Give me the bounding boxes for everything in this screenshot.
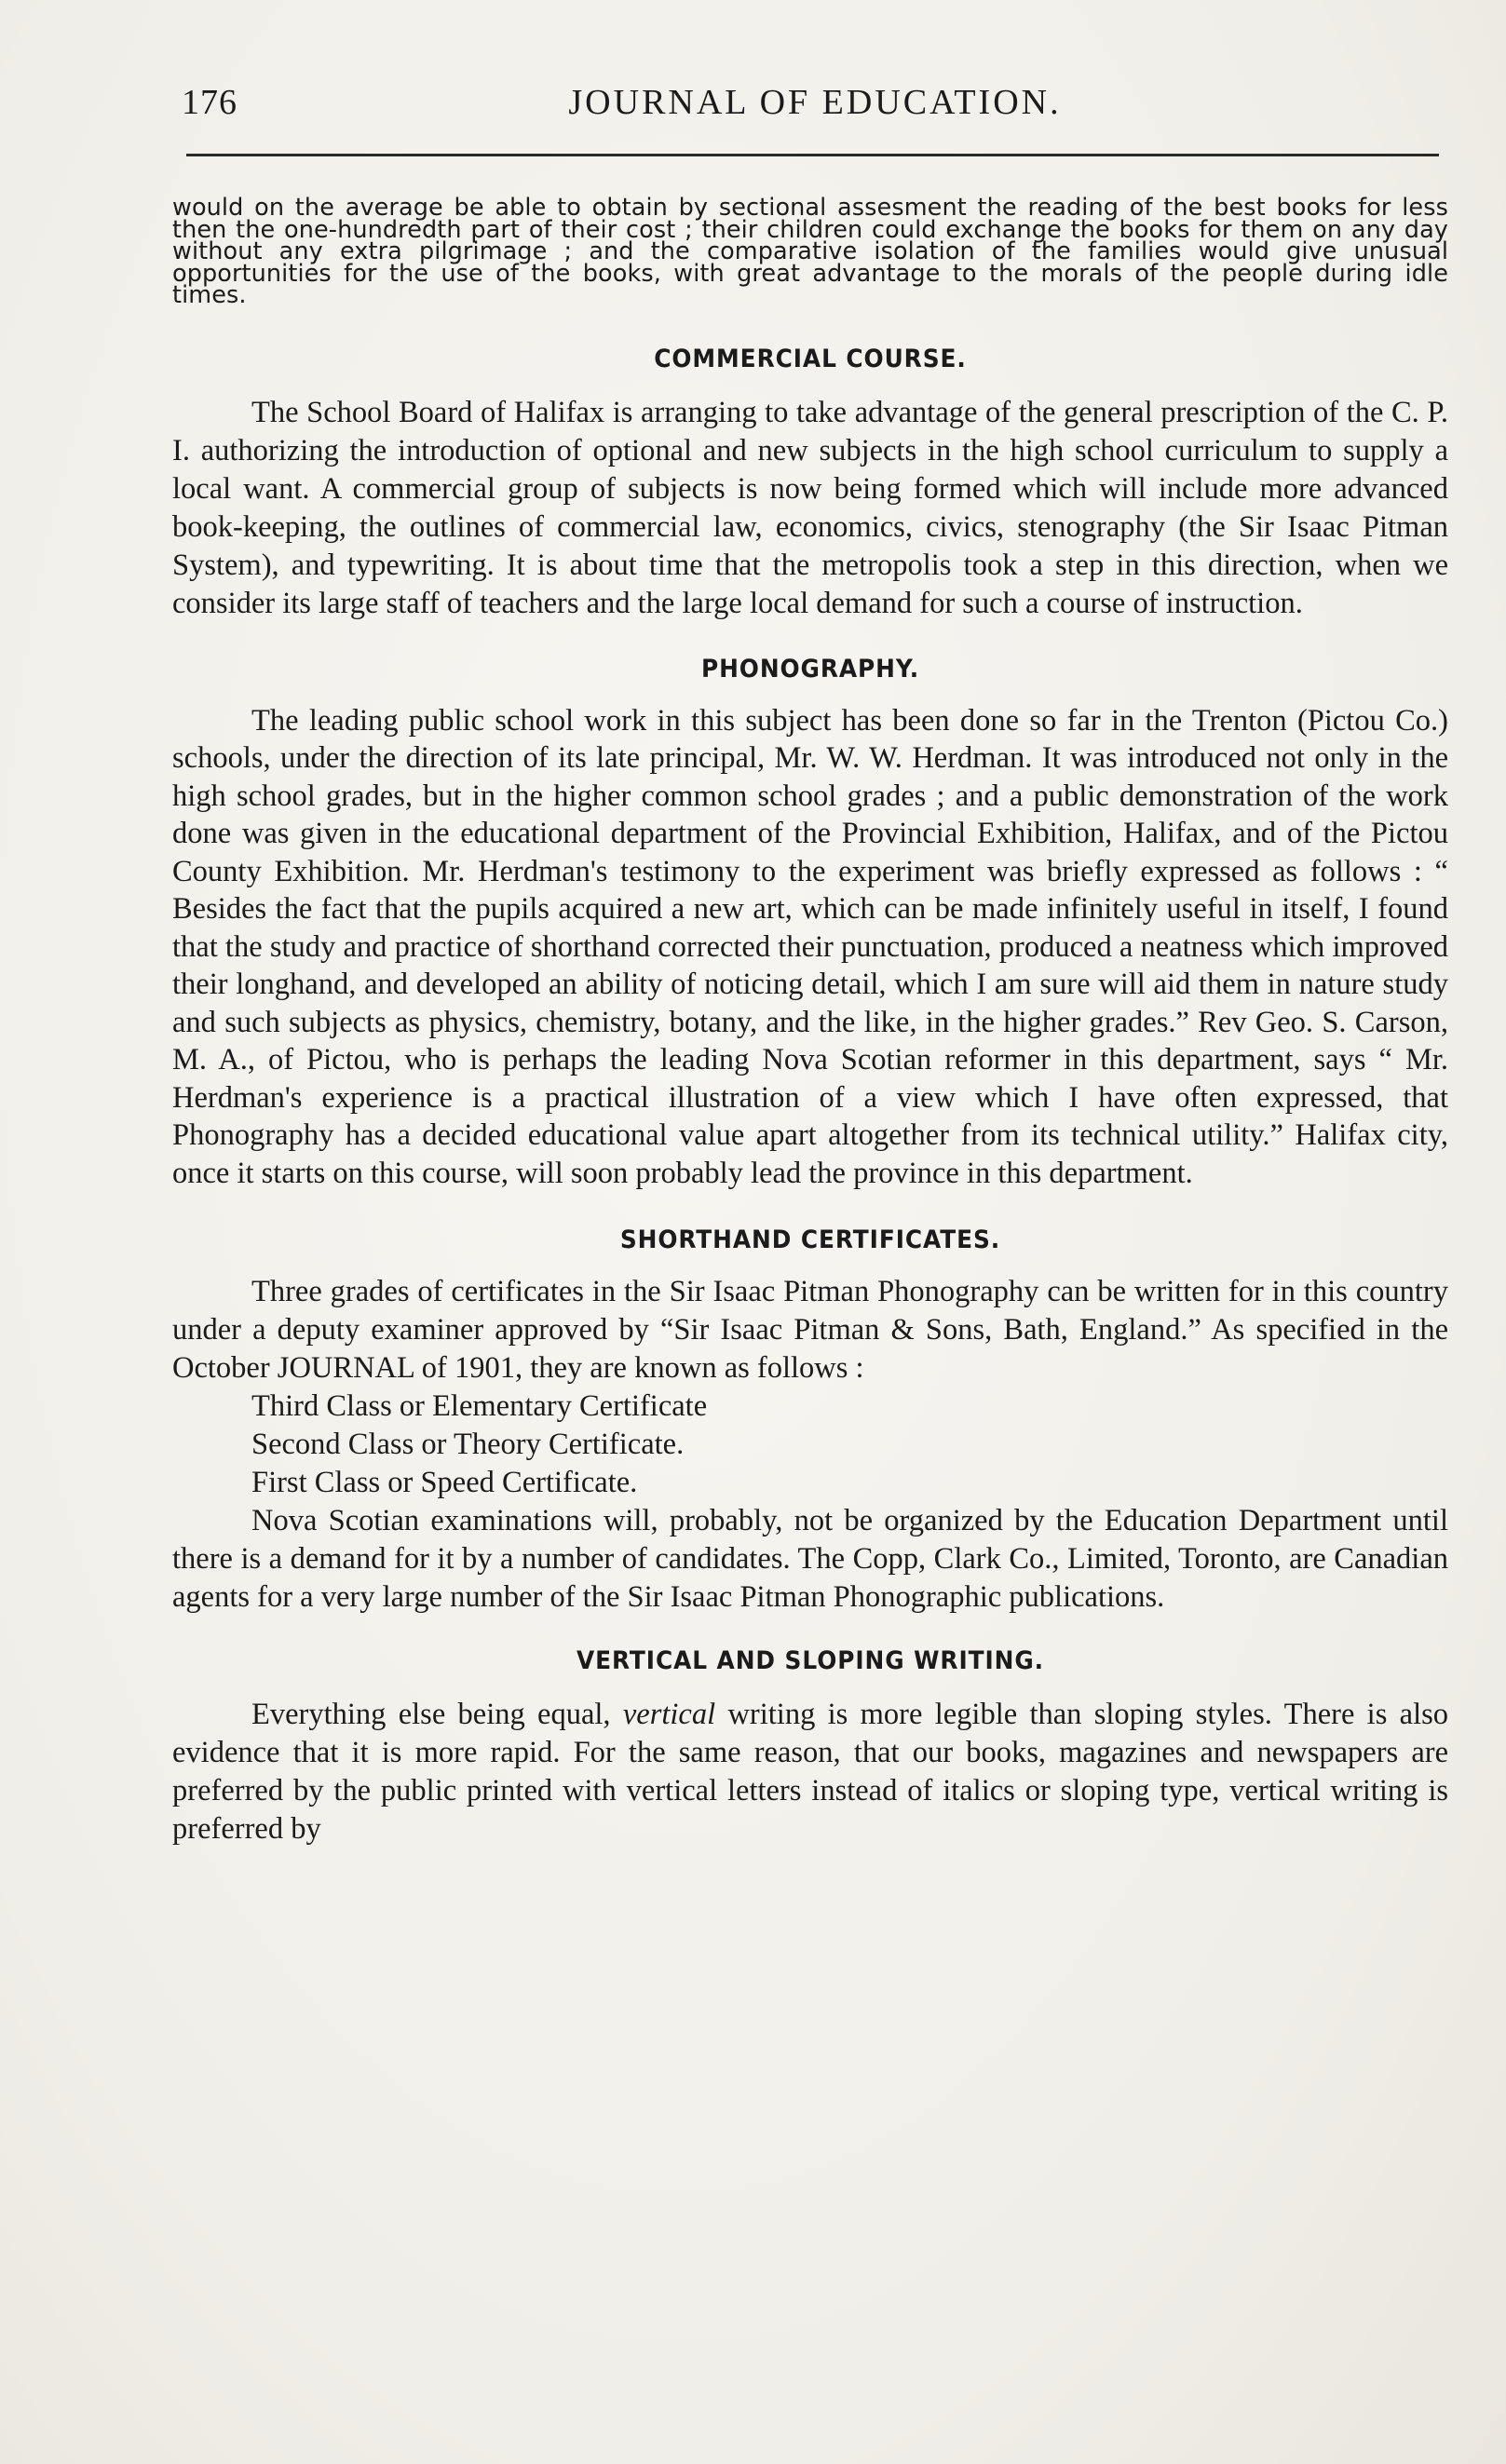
- page-number: 176: [182, 83, 237, 122]
- article-content: [172, 194, 1449, 1848]
- vertical-writing-paragraph: [172, 1696, 1448, 1848]
- section-heading-vertical-sloping-writing: VERTICAL AND SLOPING WRITING.: [576, 1646, 1045, 1675]
- paragraph-start: Everything else being equal,: [251, 1698, 611, 1731]
- section-heading-phonography: PHONOGRAPHY.: [700, 654, 920, 684]
- section-heading-shorthand-certificates: SHORTHAND CERTIFICATES.: [619, 1225, 1001, 1254]
- italic-word: vertical: [622, 1698, 716, 1731]
- shorthand-certificates-paragraph: Three grades of certificates in the Sir Isaac Pitman Phonography can be written for in this country under a deputy examiner approved by “Sir Isaac Pitman & Sons, Bath, England.” As specified in the October JOURNAL of 1901, they are known as follows :: [172, 1275, 1448, 1385]
- header-rule: [186, 154, 1439, 156]
- paragraph-rest: writing is more legible than sloping styles. There is also evidence that it is more rapid. For the same reason, that our books, magazines and newspapers are preferred by the public printed with vertical letters instead of italics or sloping type, vertical writing is preferred by: [172, 1698, 1449, 1846]
- section-heading-commercial-course: COMMERCIAL COURSE.: [654, 344, 967, 373]
- certificate-grades-list: [172, 1388, 1448, 1502]
- running-title: JOURNAL OF EDUCATION.: [568, 83, 1062, 122]
- certificate-grade-item: Third Class or Elementary Certificate: [251, 1389, 708, 1423]
- phonography-paragraph: The leading public school work in this subject has been done so far in the Trenton (Pictou Co.) schools, under the direction of its late principal, Mr. W. W. Herdman. It was introduced not only in the high school grades, but in the higher common school grades ; and a public demonstration of the work done was given in the educational department of the Provincial Exhibition, Halifax, and of the Pictou County Exhibition. Mr. Herdman's testimony to the experiment was briefly expressed as follows : “ Besides the fact that the pupils acquired a new art, which can be made infinitely useful in itself, I found that the study and practice of shorthand corrected their punctuation, produced a neatness which improved their longhand, and developed an ability of noticing detail, which I am sure will aid them in nature study and such subjects as physics, chemistry, botany, and the like, in the higher grades.” Rev Geo. S. Carson, M. A., of Pictou, who is perhaps the leading Nova Scotian reformer in this department, says “ Mr. Herdman's experience is a practical illustration of a view which I have often expressed, that Phonography has a decided educational value apart altogether from its technical utility.” Halifax city, once it starts on this course, will soon probably lead the province in this department.: [172, 703, 1448, 1190]
- shorthand-certificates-closing: Nova Scotian examinations will, probably, not be organized by the Education Department until there is a demand for it by a number of candidates. The Copp, Clark Co., Limited, Toronto, are Canadian agents for a very large number of the Sir Isaac Pitman Phonographic publications.: [172, 1504, 1448, 1614]
- page-header: [177, 82, 1453, 138]
- commercial-course-paragraph: The School Board of Halifax is arranging to take advantage of the general prescription of the C. P. I. authorizing the introduction of optional and new subjects in the high school curriculum to supply a local want. A commercial group of subjects is now being formed which will include more advanced book-keeping, the outlines of commercial law, economics, civics, stenography (the Sir Isaac Pitman System), and typewriting. It is about time that the metropolis took a step in this direction, when we consider its large staff of teachers and the large local demand for such a course of instruction.: [172, 395, 1448, 620]
- certificate-grade-item: First Class or Speed Certificate.: [251, 1466, 638, 1499]
- certificate-grade-item: Second Class or Theory Certificate.: [251, 1428, 685, 1461]
- intro-paragraph: would on the average be able to obtain by sectional assesment the reading of the best books for less then the one-hundredth part of their cost ; their children could exchange the books for them on any day without any extra pilgrimage ; and the comparative isolation of the families would give unusual opportunities for the use of the books, with great advantage to the morals of the people during idle times.: [172, 194, 1448, 309]
